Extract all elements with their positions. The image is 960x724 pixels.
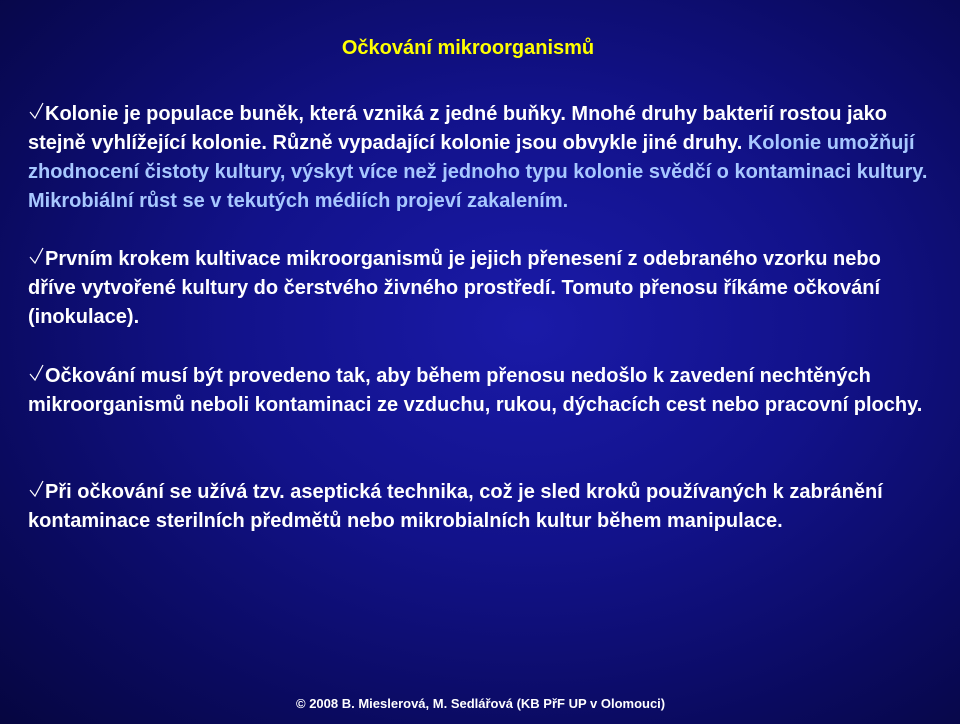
copyright-footer: © 2008 B. Mieslerová, M. Sedlářová (KB PřF UP v Olomouci) [296,696,666,711]
paragraph-3-text: Očkování musí být provedeno tak, aby během přenosu nedošlo k zavedení nechtěných mikroorganismů neboli kontaminaci ze vzduchu, rukou, dýchacích cest nebo pracovní plochy. [28,365,923,416]
checkmark-bullet-icon [28,101,45,123]
paragraph-2-text: Prvním krokem kultivace mikroorganismů je jejich přenesení z odebraného vzorku nebo dříve vytvořené kultury do čerstvého živného prostředí. Tomuto přenosu říkáme očkování (inokulace). [28,248,881,328]
paragraph-1-text-b: Kolonie umožňují zhodnocení čistoty kultury, výskyt více než jednoho typu kolonie svědčí o kontaminaci kultury. Mikrobiální růst se v tekutých médiích projeví zakalením. [28,132,928,212]
checkmark-bullet-icon [28,479,45,501]
checkmark-bullet-icon [28,246,45,268]
paragraph-1-text-a: Kolonie je populace buněk, která vzniká z jedné buňky. Mnohé druhy bakterií rostou jako stejně vyhlížející kolonie. Různě vypadající kolonie jsou obvykle jiné druhy. [28,103,888,154]
paragraph-4 [28,478,928,536]
paragraph-1 [28,100,928,245]
paragraph-4-text: Při očkování se užívá tzv. aseptická technika, což je sled kroků používaných k zabránění kontaminace sterilních předmětů nebo mikrobialních kultur během manipulace. [28,481,883,532]
slide-title: Očkování mikroorganismů [341,37,595,59]
paragraph-3 [28,362,928,478]
slide-body [28,100,928,536]
paragraph-2 [28,245,928,362]
checkmark-bullet-icon [28,363,45,385]
